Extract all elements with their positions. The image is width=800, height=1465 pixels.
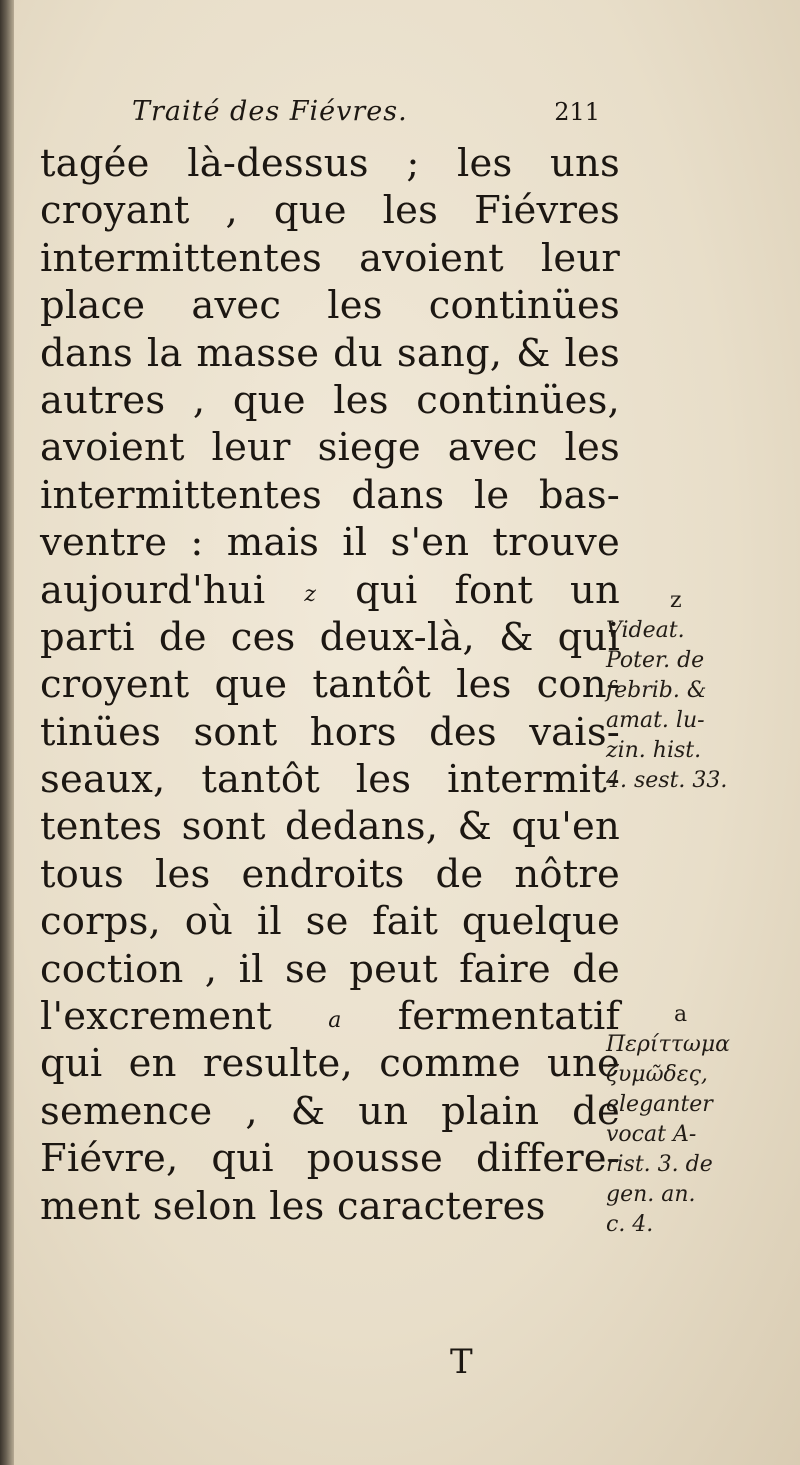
margin-note-line: Poter. de: [606, 648, 705, 673]
margin-note-line: Videat.: [606, 618, 685, 643]
margin-note-key: z: [670, 588, 682, 613]
margin-note-line: c. 4.: [606, 1212, 654, 1237]
text-line: intermittentes avoient leur: [40, 235, 620, 281]
text-line: Fiévre, qui pousse differe-: [40, 1136, 620, 1182]
catchword: T: [450, 1342, 473, 1382]
text-line: croyent que tantôt les con-: [40, 662, 620, 708]
margin-note-line: rist. 3. de: [606, 1152, 713, 1177]
main-text: [40, 140, 620, 1230]
margin-note-line: 4. sest. 33.: [606, 768, 728, 793]
margin-note-key: a: [674, 1002, 688, 1027]
text-fragment: aujourd'hui: [40, 567, 266, 613]
text-fragment: qui font un: [355, 567, 620, 613]
margin-note-a: [606, 1000, 796, 1240]
page-number: 211: [554, 98, 600, 126]
text-line: [40, 567, 620, 614]
text-line: semence , & un plain de: [40, 1088, 620, 1134]
text-line: parti de ces deux-là, & qui: [40, 614, 620, 660]
footnote-ref-a: a: [328, 1008, 342, 1034]
margin-note-line: amat. lu-: [606, 708, 705, 733]
text-line: ventre : mais il s'en trouve: [40, 520, 620, 566]
running-title: Traité des Fiévres.: [132, 96, 408, 127]
page-gutter: [0, 0, 14, 1465]
text-line: tagée là-dessus ; les uns: [40, 141, 620, 186]
text-fragment: l'excrement: [40, 994, 272, 1040]
text-line: corps, où il se fait quelque: [40, 899, 620, 945]
text-line: ment selon les caracteres: [40, 1183, 546, 1229]
text-line: coction , il se peut faire de: [40, 946, 620, 992]
margin-note-line: gen. an.: [606, 1182, 696, 1207]
margin-note-line: vocat A-: [606, 1122, 697, 1147]
text-line: [40, 993, 620, 1040]
text-line: dans la masse du sang, & les: [40, 330, 620, 376]
footnote-ref-z: z: [304, 581, 317, 607]
text-line: intermittentes dans le bas-: [40, 472, 620, 518]
margin-note-line: febrib. &: [606, 678, 707, 703]
margin-note-line: ζυμῶδες,: [606, 1062, 708, 1087]
text-line: place avec les continües: [40, 283, 620, 329]
text-line: avoient leur siege avec les: [40, 425, 620, 471]
text-line: seaux, tantôt les intermit-: [40, 757, 620, 803]
text-line: tentes sont dedans, & qu'en: [40, 804, 620, 850]
text-fragment: fermentatif: [397, 994, 620, 1040]
text-line: tinües sont hors des vais-: [40, 709, 620, 755]
text-line: qui en resulte, comme une: [40, 1041, 620, 1087]
page-header: [120, 96, 600, 136]
margin-note-line: eleganter: [606, 1092, 713, 1117]
margin-note-z: [606, 586, 796, 796]
margin-note-line: Περίττωμα: [606, 1032, 730, 1057]
text-line: autres , que les continües,: [40, 377, 620, 423]
text-line: tous les endroits de nôtre: [40, 851, 620, 897]
text-line: croyant , que les Fiévres: [40, 188, 620, 234]
margin-note-line: zin. hist.: [606, 738, 702, 763]
